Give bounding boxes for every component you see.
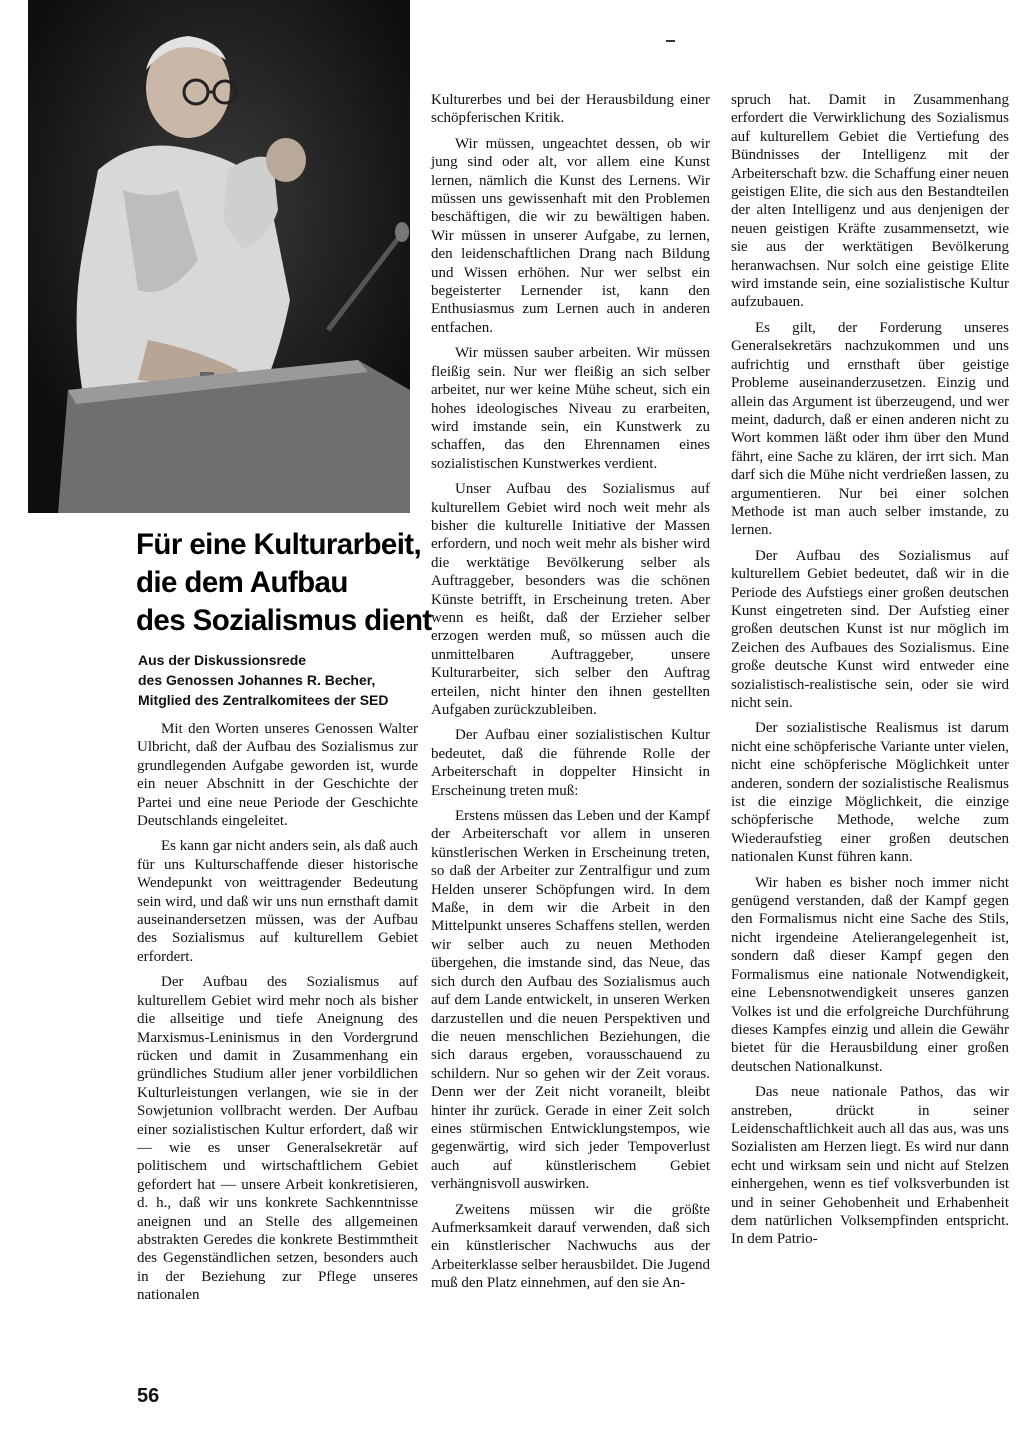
paragraph: Es kann gar nicht anders sein, als daß auch für uns Kulturschaffende dieser historische Wendepunkt von weittragender Bedeutung sein wird, und daß wir uns nun ernsthaft damit auseinandersetzen müssen, was der Aufbau des Sozialismus auf kulturellem Gebiet erfordert. [137, 838, 418, 965]
article-headline [136, 526, 432, 640]
text-column-1 [137, 720, 418, 1312]
subhead-line-3: Mitglied des Zentralkomitees der SED [138, 692, 389, 708]
paragraph: Der Aufbau des Sozialismus auf kulturellem Gebiet bedeutet, daß wir in die Periode des Aufstiegs einer großen deutschen Kunst eingetreten sind. Der Aufstieg einer großen deutschen Kunst ist nur möglich im Zeichen des Aufbaues des Sozialismus. Eine große deutsche Kunst wird entweder eine sozialistisch-realistische sein, oder sie wird nicht sein. [731, 547, 1009, 711]
paragraph: Der Aufbau einer sozialistischen Kultur bedeutet, daß die führende Rolle der Arbeiterschaft in doppelter Hinsicht in Erscheinung treten muß: [431, 727, 710, 799]
page-number: 56 [137, 1385, 160, 1407]
paragraph: Mit den Worten unseres Genossen Walter Ulbricht, daß der Aufbau des Sozialismus zur grundlegenden Aufgabe geworden ist, wurde ein neuer Abschnitt in der Geschichte der Partei und eine neue Periode der Geschichte Deutschlands eingeleitet. [137, 721, 418, 830]
paragraph: Wir müssen sauber arbeiten. Wir müssen fleißig sein. Nur wer fleißig an sich selber arbeitet, nur wer keine Mühe scheut, sich ein hohes ideologisches Niveau zu erarbeiten, wird imstande sein, ein Kunstwerk zu schaffen, das den Ehrennamen eines sozialistischen Kunstwerkes verdient. [431, 345, 710, 472]
paragraph: Der Aufbau des Sozialismus auf kulturellem Gebiet wird mehr noch als bisher die allseitige und tiefe Aneignung des Marxismus-Leninismus in den Vordergrund rücken und damit in Zusammenhang ein gründliches Studium aller jener vorbildlichen Kulturleistungen verlangen, wie sie in der Sowjetunion vollbracht werden. Der Aufbau einer sozialistischen Kultur erfordert, daß wir — wie es unser Generalsekretär auf politischem und wirtschaftlichem Gebiet gefordert hat — unsere Arbeit konkretisieren, d. h., daß wir uns konkrete Sachkenntnisse aneignen und an Stelle des allgemeinen abstrakten Geredes die konkrete Bestimmtheit des Gegenständlichen setzen, besonders auch in der Beziehung zur Pflege unseres nationalen [137, 974, 418, 1304]
paragraph: Zweitens müssen wir die größte Aufmerksamkeit darauf verwenden, daß sich ein künstlerischer Nachwuchs aus der Arbeiterklasse selber herausbildet. Die Jugend muß den Platz einnehmen, auf den sie An- [431, 1201, 710, 1292]
paragraph: Es gilt, der Forderung unseres Generalsekretärs nachzukommen und uns aufrichtig und ernsthaft über geistige Probleme auseinanderzusetzen. Einzig und allein das Argument ist überzeugend, und wer meint, dadurch, daß er einen anderen nicht zu Wort kommen läßt oder ihm über den Mund fährt, eine Sache zu klären, der irrt sich. Man darf sich die Mühe nicht verdrießen lassen, zu argumentieren. Nur bei einer solchen Methode ist man auch selber imstande, zu lernen. [731, 319, 1009, 539]
decorative-dash [666, 40, 675, 42]
headline-line-2: die dem Aufbau [136, 566, 348, 599]
paragraph: Wir haben es bisher noch immer nicht genügend verstanden, daß der Kampf gegen den Formalismus nicht eine Sache des Stils, nicht irgendeine Atelierangelegenheit ist, sondern daß dieser Kampf gegen den Formalismus eine nationale Notwendigkeit, eine Lebensnotwendigkeit unseres ganzen Volkes ist und die erfolgreiche Durchführung dieses Kampfes einzig und allein die Gewähr bietet für die Herausbildung einer großen deutschen Nationalkunst. [731, 874, 1009, 1075]
paragraph: Der sozialistische Realismus ist darum nicht eine schöpferische Variante unter vielen, nicht eine schöpferische Möglichkeit unter anderen, sondern der sozialistische Realismus ist die einzige Möglichkeit, die einzige schöpferische Methode, welche zum Wiederaufstieg einer großen deutschen nationalen Kunst führen kann. [731, 720, 1009, 866]
paragraph: Das neue nationale Pathos, das wir anstreben, drückt in seiner Leidenschaftlichkeit auch all das aus, was uns Sozialisten am Herzen liegt. Es wird nur dann echt und wirksam sein und nicht auf Stelzen einhergehen, wenn es tief volksverbunden ist und in seiner Gehobenheit und Erhabenheit dem natürlichen Volksempfinden entspricht. In dem Patrio- [731, 1084, 1009, 1248]
text-column-3 [731, 91, 1009, 1256]
paragraph: Wir müssen, ungeachtet dessen, ob wir jung sind oder alt, vor allem eine Kunst lernen, nämlich die Kunst des Lernens. Wir müssen uns gewissenhaft mit den Problemen beschäftigen, die wir zu bewältigen haben. Wir müssen in unserer Aufgabe, zu lernen, den leidenschaftlichen Drang nach Bildung und Wissen erhöhen. Nur wer selbst ein begeisterter Lernender ist, kann den Enthusiasmus zum Lernen auch in anderen entfachen. [431, 135, 710, 336]
article-subheading [138, 650, 423, 710]
headline-line-1: Für eine Kulturarbeit, [136, 528, 422, 561]
headline-line-3: des Sozialismus dient [136, 604, 432, 637]
paragraph: Unser Aufbau des Sozialismus auf kulturellem Gebiet wird noch weit mehr als bisher die kulturelle Initiative der Massen erfordern, und noch weit mehr als bisher wird die werktätige Bevölkerung selber als Auftraggeber, besonders was die schönen Künste betrifft, in Erscheinung treten. Aber wenn es heißt, daß der Erzieher selber erzogen werden muß, so müssen auch die unmittelbaren Auftraggeber, unsere Kulturarbeiter, sich selber den Auftrag erteilen, nicht hinter den ihnen gestellten Aufgaben zurückzubleiben. [431, 481, 710, 718]
paragraph: Erstens müssen das Leben und der Kampf der Arbeiterschaft vor allem in unseren künstlerischen Werken in Erscheinung treten, so daß der Arbeiter zur Zentralfigur und zum Helden unserer Schöpfungen wird. In dem Maße, in dem wir die Arbeit in den Mittelpunkt unseres Schaffens stellen, werden wir selber auch zu neuen Methoden übergehen, die imstande sind, das Neue, das sich durch den Aufbau des Sozialismus auch auf dem Lande entwickelt, in unseren Werken darzustellen und die neuen Perspektiven und die neuen menschlichen Beziehungen, die sich daraus ergeben, vorausschauend zu schildern. Nur so gehen wir der Zeit voraus. Denn wer der Zeit nicht voraneilt, bleibt hinter ihr zurück. Gerade in einer Zeit solch eines stürmischen Entwicklungstempos, wie gegenwärtig, wird sich jeder Tempoverlust auch auf künstlerischem Gebiet verhängnisvoll auswirken. [431, 808, 710, 1193]
paragraph: Kulturerbes und bei der Herausbildung einer schöpferischen Kritik. [431, 92, 710, 127]
subhead-line-1: Aus der Diskussionsrede [138, 652, 307, 668]
text-column-2 [431, 91, 710, 1300]
paragraph: spruch hat. Damit in Zusammenhang erfordert die Verwirklichung des Sozialismus auf kulturellem Gebiet die Vertiefung des Bündnisses der Intelligenz mit der Arbeiterschaft bzw. die Schaffung einer neuen geistigen Elite, die sich aus den Bestandteilen der alten Intelligenz und aus denjenigen der neuen geistigen Kräfte zusammensetzt, wie sie aus der werktätigen Bevölkerung heranwachsen. Nur solch eine geistige Elite wird imstande sein, eine sozialistische Kultur aufzubauen. [731, 92, 1009, 311]
speaker-photo-illustration [28, 0, 410, 513]
speaker-photo [28, 0, 410, 513]
subhead-line-2: des Genossen Johannes R. Becher, [138, 672, 376, 688]
